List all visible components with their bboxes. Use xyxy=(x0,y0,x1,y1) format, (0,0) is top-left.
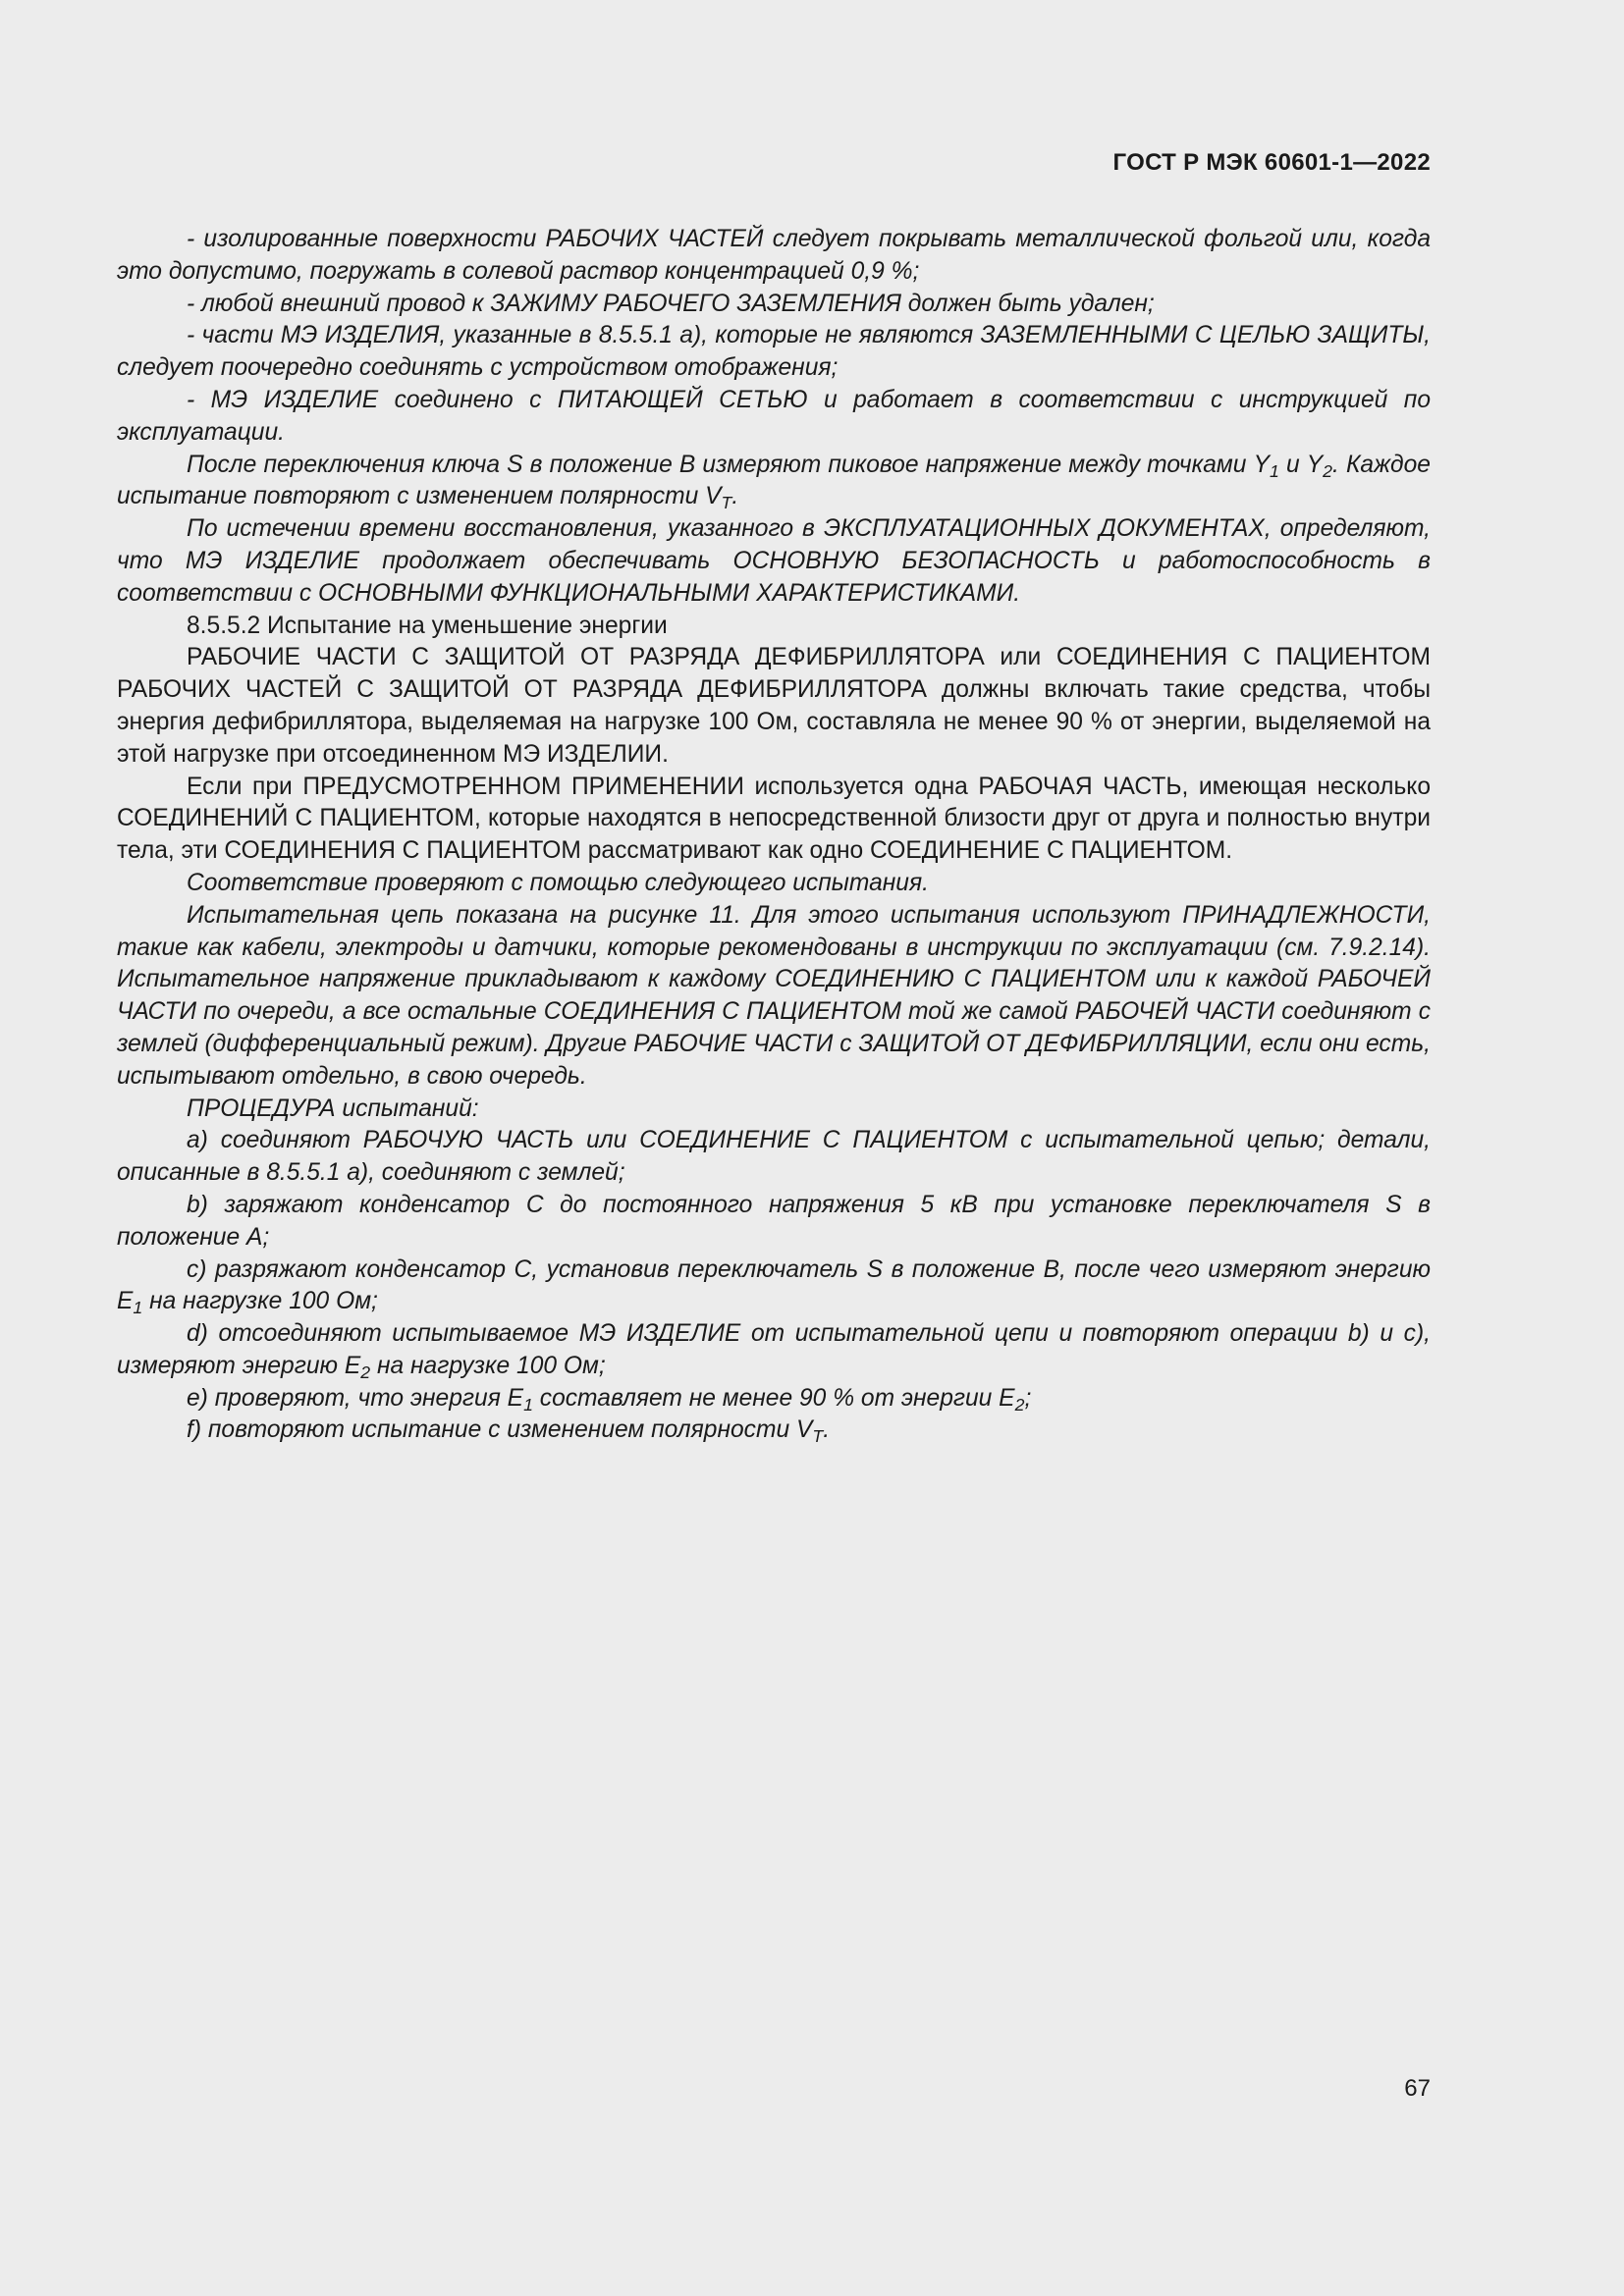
procedure-step-a: a) соединяют РАБОЧУЮ ЧАСТЬ или СОЕДИНЕНИЕ С ПАЦИЕНТОМ с испытательной цепью; детали, описанные в 8.5.5.1 а), соединяют с землей; xyxy=(117,1127,1431,1187)
paragraph-test-circuit: Испытательная цепь показана на рисунке 11. Для этого испытания используют ПРИНАДЛЕЖНОСТИ, такие как кабели, электроды и датчики, которые рекомендованы в инструкции по эксплуатации (см. 7.9.2.14). Испытательное напряжение прикладывают к каждому СОЕДИНЕНИЮ С ПАЦИЕНТОМ или к каждой РАБОЧЕЙ ЧАСТИ по очереди, а все остальные СОЕДИНЕНИЯ С ПАЦИЕНТОМ той же самой РАБОЧЕЙ ЧАСТИ соединяют с землей (дифференциальный режим). Другие РАБОЧИЕ ЧАСТИ с ЗАЩИТОЙ ОТ ДЕФИБРИЛЛЯЦИИ, если они есть, испытывают отдельно, в свою очередь. xyxy=(117,901,1431,1090)
procedure-step-e xyxy=(117,1383,1431,1415)
procedure-step-f xyxy=(117,1415,1431,1447)
procedure-step-c xyxy=(117,1255,1431,1319)
paragraph-single-applied-part: Если при ПРЕДУСМОТРЕННОМ ПРИМЕНЕНИИ используется одна РАБОЧАЯ ЧАСТЬ, имеющая несколько СОЕДИНЕНИЙ С ПАЦИЕНТОМ, которые находятся в непосредственной близости друг от друга и полностью внутри тела, эти СОЕДИНЕНИЯ С ПАЦИЕНТОМ рассматривают как одно СОЕДИНЕНИЕ С ПАЦИЕНТОМ. xyxy=(117,773,1431,865)
text-run: на нагрузке 100 Ом; xyxy=(370,1352,606,1379)
text-run: и Y xyxy=(1278,451,1324,478)
text-run: c) разряжают конденсатор С, установив переключатель S в положение В, после чего измеряют энергию Е xyxy=(117,1255,1431,1315)
procedure-step-d xyxy=(117,1318,1431,1383)
text-run: . xyxy=(731,483,739,510)
text-run: f) повторяют испытание с изменением полярности V xyxy=(187,1416,813,1444)
page-number: 67 xyxy=(1404,2075,1431,2102)
text-run: . Каждое испытание повторяют с изменением полярности V xyxy=(117,451,1431,510)
document-body xyxy=(117,224,1431,1447)
list-item-insulated-surfaces: - изолированные поверхности РАБОЧИХ ЧАСТЕЙ следует покрывать металлической фольгой или, когда это допустимо, погружать в солевой раствор концентрацией 0,9 %; xyxy=(117,226,1431,285)
text-run: e) проверяют, что энергия Е xyxy=(187,1384,524,1412)
subscript: T xyxy=(812,1426,824,1447)
text-run: составляет не менее 90 % от энергии Е xyxy=(532,1384,1015,1412)
text-run: ; xyxy=(1024,1384,1032,1412)
subscript: 2 xyxy=(1323,460,1332,481)
text-run: на нагрузке 100 Ом; xyxy=(142,1288,378,1315)
subscript: 1 xyxy=(1269,460,1279,481)
list-item-parts-connection: - части МЭ ИЗДЕЛИЯ, указанные в 8.5.5.1 а), которые не являются ЗАЗЕМЛЕННЫМИ С ЦЕЛЬЮ ЗАЩИТЫ, следует поочередно соединять с устройством отображения; xyxy=(117,322,1431,382)
subscript: T xyxy=(721,493,732,513)
paragraph-peak-voltage xyxy=(117,450,1431,514)
subscript: 2 xyxy=(360,1362,371,1382)
section-heading-8-5-5-2: 8.5.5.2 Испытание на уменьшение энергии xyxy=(187,612,668,639)
paragraph-compliance: Соответствие проверяют с помощью следующего испытания. xyxy=(187,869,929,896)
procedure-step-b: b) заряжают конденсатор С до постоянного напряжения 5 кВ при установке переключателя S в положение А; xyxy=(117,1191,1431,1251)
list-item-mains-connection: - МЭ ИЗДЕЛИЕ соединено с ПИТАЮЩЕЙ СЕТЬЮ и работает в соответствии с инструкцией по эксплуатации. xyxy=(117,386,1431,446)
text-run: . xyxy=(823,1416,831,1444)
text-run: d) отсоединяют испытываемое МЭ ИЗДЕЛИЕ от испытательной цепи и повторяют операции b) и c), измеряют энергию Е xyxy=(117,1320,1431,1379)
list-item-external-wire: - любой внешний провод к ЗАЖИМУ РАБОЧЕГО ЗАЗЕМЛЕНИЯ должен быть удален; xyxy=(187,290,1155,317)
subscript: 2 xyxy=(1014,1394,1025,1415)
text-run: После переключения ключа S в положение В измеряют пиковое напряжение между точками Y xyxy=(187,451,1270,478)
standard-designation: ГОСТ Р МЭК 60601-1—2022 xyxy=(1112,149,1431,176)
subscript: 1 xyxy=(133,1298,143,1318)
subscript: 1 xyxy=(523,1394,533,1415)
paragraph-recovery-time: По истечении времени восстановления, указанного в ЭКСПЛУАТАЦИОННЫХ ДОКУМЕНТАХ, определяют, что МЭ ИЗДЕЛИЕ продолжает обеспечивать ОСНОВНУЮ БЕЗОПАСНОСТЬ и работоспособность в соответствии с ОСНОВНЫМИ ФУНКЦИОНАЛЬНЫМИ ХАРАКТЕРИСТИКАМИ. xyxy=(117,515,1431,607)
paragraph-procedure-heading: ПРОЦЕДУРА испытаний: xyxy=(187,1095,479,1122)
paragraph-requirement: РАБОЧИЕ ЧАСТИ С ЗАЩИТОЙ ОТ РАЗРЯДА ДЕФИБРИЛЛЯТОРА или СОЕДИНЕНИЯ С ПАЦИЕНТОМ РАБОЧИХ ЧАСТЕЙ С ЗАЩИТОЙ ОТ РАЗРЯДА ДЕФИБРИЛЛЯТОРА должны включать такие средства, чтобы энергия дефибриллятора, выделяемая на нагрузке 100 Ом, составляла не менее 90 % от энергии, выделяемой на этой нагрузке при отсоединенном МЭ ИЗДЕЛИИ. xyxy=(117,644,1431,768)
